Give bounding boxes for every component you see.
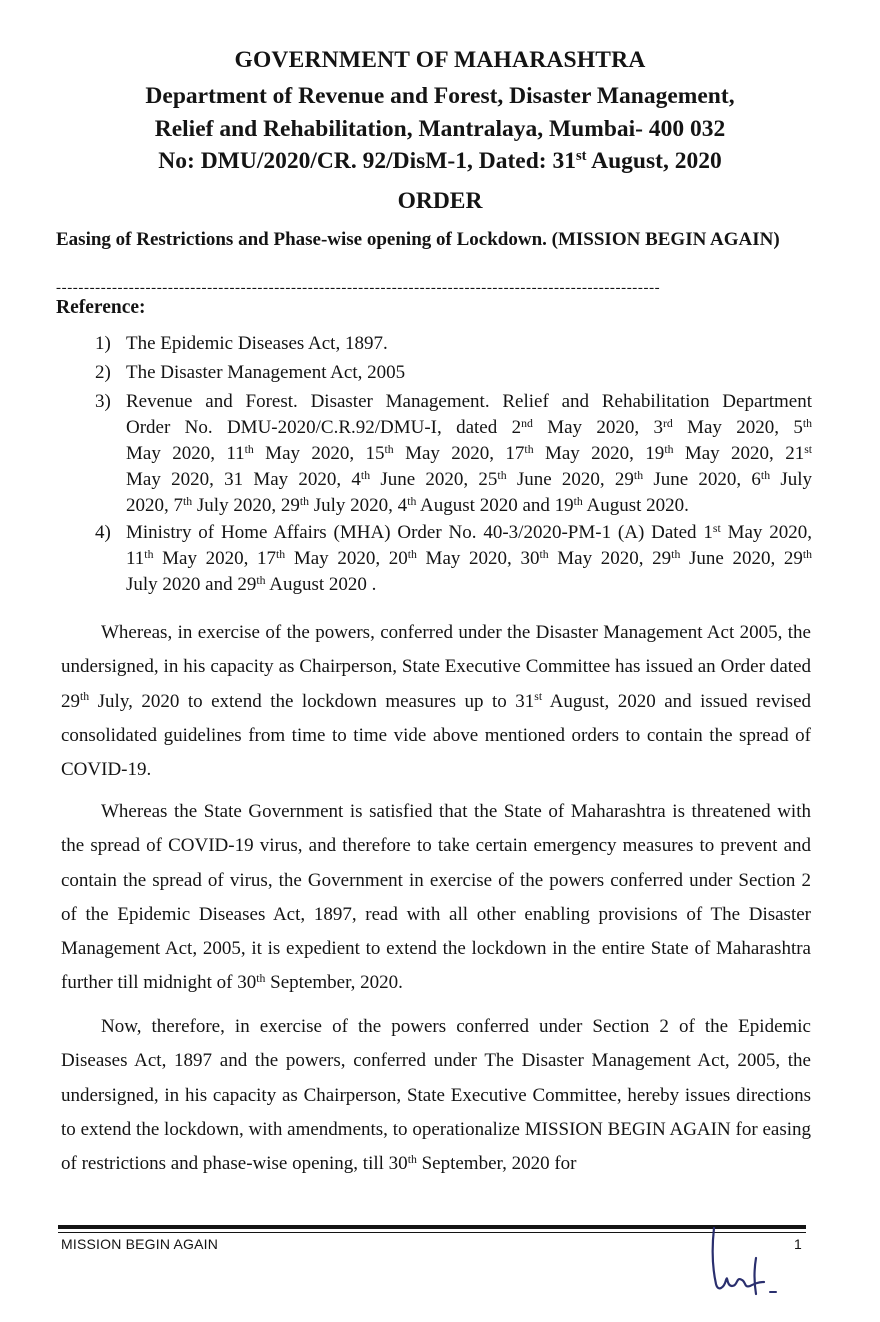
reference-text-line: May 2020, 31 May 2020, 4th June 2020, 25th June 2020, 29th June 2020, 6th July xyxy=(126,468,813,490)
reference-text-line: May 2020, 11th May 2020, 15th May 2020, 17th May 2020, 19th May 2020, 21st xyxy=(126,442,813,464)
department-address-line: Relief and Rehabilitation, Mantralaya, Mumbai- 400 032 xyxy=(154,116,726,142)
paragraph-whereas-2: Whereas the State Government is satisfied that the State of Maharashtra is threatened with the spread of COVID-19 virus, and therefore to take certain emergency measures to prevent and contain the spread of virus, the Government in exercise of the powers conferred under Section 2 of the Epidemic Diseases Act, 1897, read with all other enabling provisions of The Disaster Management Act, 2005, it is expedient to extend the lockdown in the entire State of Maharashtra further till midnight of 30th September, 2020. xyxy=(61,801,811,994)
signature-mark xyxy=(700,1222,796,1302)
reference-text-line: 11th May 2020, 17th May 2020, 20th May 2020, 30th May 2020, 29th June 2020, 29th xyxy=(126,547,813,569)
department-line: Department of Revenue and Forest, Disaster Management, xyxy=(145,83,735,109)
page-number: 1 xyxy=(794,1236,802,1252)
order-heading: ORDER xyxy=(397,188,483,214)
reference-text-line: Revenue and Forest. Disaster Management. Relief and Rehabilitation Department xyxy=(126,391,812,412)
footer-rule-thick xyxy=(58,1225,806,1229)
reference-text: The Disaster Management Act, 2005 xyxy=(126,362,406,383)
reference-number: 2) xyxy=(95,362,111,383)
reference-number: 1) xyxy=(95,333,111,354)
government-title: GOVERNMENT OF MAHARASHTRA xyxy=(234,47,646,73)
reference-heading: Reference: xyxy=(56,297,146,318)
reference-text-line: July 2020 and 29th August 2020 . xyxy=(126,573,377,595)
reference-text-line: Ministry of Home Affairs (MHA) Order No. 40-3/2020-PM-1 (A) Dated 1st May 2020, xyxy=(126,521,812,543)
reference-text-line: 2020, 7th July 2020, 29th July 2020, 4th August 2020 and 19th August 2020. xyxy=(126,494,689,516)
reference-number: 4) xyxy=(95,522,111,543)
dashed-divider: ------------------------------------------------------------------------------------------------------------ xyxy=(56,280,661,296)
paragraph-now-therefore: Now, therefore, in exercise of the powers conferred under Section 2 of the Epidemic Diseases Act, 1897 and the powers, conferred under The Disaster Management Act, 2005, the undersigned, in his capacity as Chairperson, State Executive Committee, hereby issues directions to extend the lockdown, with amendments, to operationalize MISSION BEGIN AGAIN for easing of restrictions and phase-wise opening, till 30th September, 2020 for xyxy=(61,1016,811,1175)
reference-number: 3) xyxy=(95,391,111,412)
reference-text-line: Order No. DMU-2020/C.R.92/DMU-I, dated 2nd May 2020, 3rd May 2020, 5th xyxy=(126,416,813,438)
footer-title: MISSION BEGIN AGAIN xyxy=(61,1236,219,1252)
order-number-line: No: DMU/2020/CR. 92/DisM-1, Dated: 31st August, 2020 xyxy=(158,148,722,174)
reference-text: The Epidemic Diseases Act, 1897. xyxy=(126,333,388,354)
order-subject: Easing of Restrictions and Phase-wise opening of Lockdown. (MISSION BEGIN AGAIN) xyxy=(56,229,780,250)
footer-rule-thin xyxy=(58,1232,806,1233)
paragraph-whereas-1: Whereas, in exercise of the powers, conferred under the Disaster Management Act 2005, the undersigned, in his capacity as Chairperson, State Executive Committee has issued an Order dated 29th July, 2020 to extend the lockdown measures up to 31st August, 2020 and issued revised consolidated guidelines from time to time vide above mentioned orders to contain the spread of COVID-19. xyxy=(61,622,811,781)
